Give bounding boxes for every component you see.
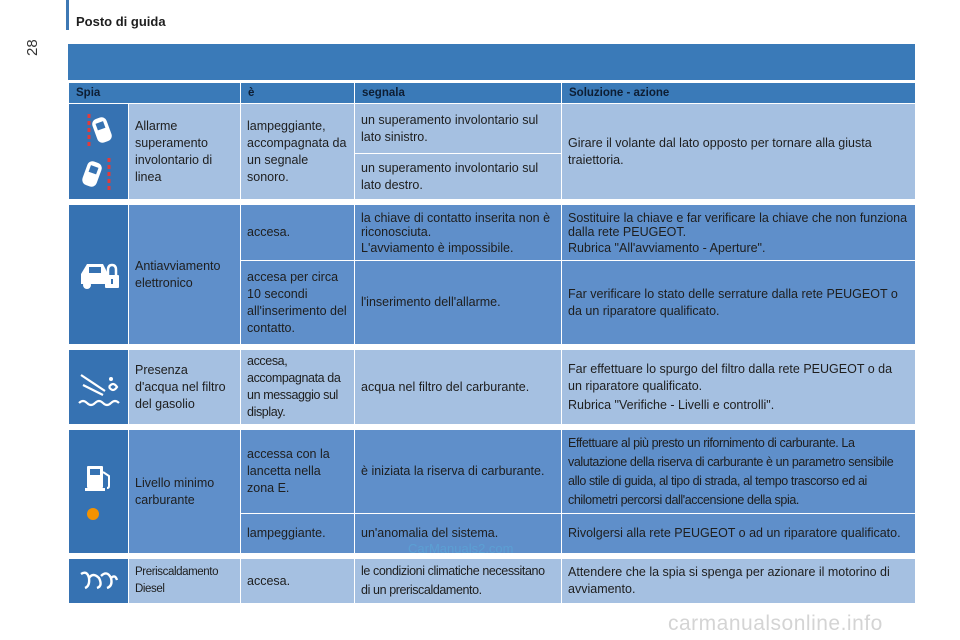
fuel-signal-2: un'anomalia del sistema. <box>355 514 562 554</box>
immobiliser-signal-2: l'inserimento dell'allarme. <box>355 261 562 345</box>
page-number: 28 <box>24 39 41 56</box>
car-lock-icon <box>79 258 119 292</box>
fuel-solution-2: Rivolgersi alla rete PEUGEOT o ad un riparatore qualificato. <box>562 514 916 554</box>
header-signal: segnala <box>355 83 562 104</box>
water-solution: Far effettuare lo spurgo del filtro dalla rete PEUGEOT o da un riparatore qualificato. Rubrica "Verifiche - Livelli e controlli". <box>562 350 916 425</box>
lane-name: Allarme superamento involontario di linea <box>129 104 241 200</box>
table-row <box>69 104 916 154</box>
fuel-pump-icon <box>79 460 119 524</box>
low-fuel-icon-cell <box>69 430 129 554</box>
lane-state: lampeggiante, accompagnata da un segnale sonoro. <box>241 104 355 200</box>
lane-signal-left: un superamento involontario sul lato sinistro. <box>355 104 562 154</box>
fuel-state-1: accessa con la lancetta nella zona E. <box>241 430 355 514</box>
section-title: Posto di guida <box>76 14 166 29</box>
water-in-diesel-icon <box>77 365 121 409</box>
footer-watermark: carmanualsonline.info <box>668 612 883 635</box>
lane-solution: Girare il volante dal lato opposto per tornare alla giusta traiettoria. <box>562 104 916 200</box>
header-spia: Spia <box>69 83 241 104</box>
header-band <box>68 44 915 80</box>
glow-signal: le condizioni climatiche necessitano di un preriscaldamento. <box>355 559 562 604</box>
warning-lights-table <box>68 82 916 604</box>
water-signal: acqua nel filtro del carburante. <box>355 350 562 425</box>
fuel-name: Livello minimo carburante <box>129 430 241 554</box>
fuel-signal-1: è iniziata la riserva di carburante. <box>355 430 562 514</box>
immobiliser-name: Antiavviamento elettronico <box>129 205 241 345</box>
section-marker <box>66 0 69 30</box>
glow-plug-icon <box>79 570 119 592</box>
water-state: accesa, accompagnata da un messaggio sul display. <box>241 350 355 425</box>
warning-dot <box>87 508 99 520</box>
lane-departure-icon-cell <box>69 104 129 200</box>
immobiliser-state-2: accesa per circa 10 secondi all'inserimento del contatto. <box>241 261 355 345</box>
header-solution: Soluzione - azione <box>562 83 916 104</box>
water-diesel-icon-cell <box>69 350 129 425</box>
table-row <box>69 559 916 604</box>
glow-solution: Attendere che la spia si spenga per azionare il motorino di avviamento. <box>562 559 916 604</box>
table-row <box>69 205 916 261</box>
immobiliser-icon-cell <box>69 205 129 345</box>
glow-plug-icon-cell <box>69 559 129 604</box>
fuel-solution-1: Effettuare al più presto un rifornimento di carburante. La valutazione della riserva di carburante è un parametro sensibile allo stile di guida, al tipo di strada, al tempo trascorso ed ai chilometri percorsi dall'accensione della spia. <box>562 430 916 514</box>
glow-state: accesa. <box>241 559 355 604</box>
immobiliser-solution-1: Sostituire la chiave e far verificare la chiave che non funziona dalla rete PEUGEOT. Rubrica "All'avviamento - Aperture". <box>562 205 916 261</box>
immobiliser-state-1: accesa. <box>241 205 355 261</box>
glow-name: Preriscaldamento Diesel <box>129 559 241 604</box>
table-row <box>69 430 916 514</box>
overlay-watermark: CarManuals2.com <box>408 541 514 556</box>
fuel-state-2: lampeggiante. <box>241 514 355 554</box>
lane-signal-right: un superamento involontario sul lato destro. <box>355 154 562 200</box>
lane-departure-icon <box>77 110 121 194</box>
water-name: Presenza d'acqua nel filtro del gasolio <box>129 350 241 425</box>
header-state: è <box>241 83 355 104</box>
immobiliser-solution-2: Far verificare lo stato delle serrature dalla rete PEUGEOT o da un riparatore qualificato. <box>562 261 916 345</box>
immobiliser-signal-1: la chiave di contatto inserita non è riconosciuta. L'avviamento è impossibile. <box>355 205 562 261</box>
table-row <box>69 350 916 425</box>
table-header <box>69 83 916 104</box>
